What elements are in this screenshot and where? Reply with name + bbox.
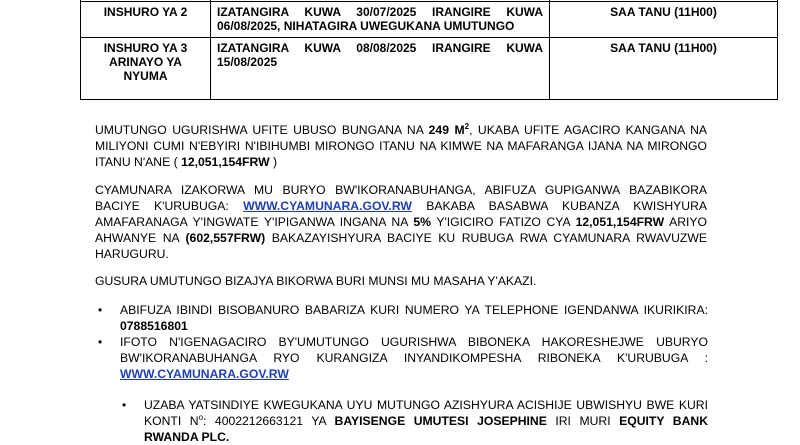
bullet-text: IRI MURI: [546, 414, 620, 428]
round-cell: INSHURO YA 3 ARINAYO YA NYUMA: [81, 38, 211, 100]
round-cell: INSHURO YA 2: [81, 2, 211, 38]
time-cell: SAA TANU (11H00): [550, 2, 778, 38]
phone-number: 0788516801: [120, 319, 188, 333]
para-text: BAKAZAYISHYURA BACIYE KU RUBUGA RWA CYAMUNARA RWAVUZWE HARUGURU.: [95, 231, 708, 261]
cyamunara-link[interactable]: WWW.CYAMUNARA.GOV.RW: [243, 199, 412, 213]
property-area: 249 M: [428, 123, 465, 137]
para-text: ARIYO AHWANYE NA: [95, 215, 707, 245]
base-price: 12,051,154FRW: [575, 215, 665, 229]
visiting-hours-paragraph: GUSURA UMUTUNGO BIZAJYA BIKORWA BURI MUNSI MU MASAHA Y'AKAZI.: [95, 274, 537, 288]
payment-bullet: [122, 397, 708, 445]
period-cell: IZATANGIRA KUWA 08/08/2025 IRANGIRE KUWA 15/08/2025: [211, 38, 550, 100]
area-unit-superscript: 2: [464, 121, 470, 131]
para-text: , UKABA UFITE AGACIRO KANGANA NA MILIYONI CUMI N'EBYIRI N'IBIHUMBI MIRONGO ITANU NA KIMWE NA MAFARANGA IJANA NA MIRONGO ITANU N'ANE (: [95, 123, 708, 169]
para-text: Y'IGICIRO FATIZO CYA: [430, 215, 576, 229]
period-cell: IZATANGIRA KUWA 30/07/2025 IRANGIRE KUWA 06/08/2025, NIHATAGIRA UWEGUKANA UMUTUNGO: [211, 2, 550, 38]
bullet-text: IFOTO N'IGENAGACIRO BY'UMUTUNGO UGURISHWA BIBONEKA HAKORESHEJWE UBURYO BW'IKORANABUHANGA RYO KURANGIZA INYANDIKOMPESHA RIBONEKA K'URUBUGA :: [120, 335, 708, 365]
auction-method-paragraph: [95, 182, 707, 262]
table-row: [81, 38, 778, 100]
bullet-icon: •: [122, 398, 127, 412]
bullet-text: : 4002212663121 YA: [203, 414, 335, 428]
contact-bullet: [98, 302, 708, 334]
auction-schedule-table: [80, 0, 778, 100]
bullet-text: UZABA YATSINDIYE KWEGUKANA UYU MUTUNGO AZISHYURA ACISHIJE UBWISHYU BWE KURI KONTI N: [144, 398, 708, 428]
deposit-percentage: 5%: [413, 215, 431, 229]
table-row: [81, 2, 778, 38]
para-text: ): [269, 155, 278, 169]
deposit-amount: (602,557FRW): [185, 231, 266, 245]
para-text: UMUTUNGO UGURISHWA UFITE UBUSO BUNGANA NA: [95, 123, 429, 137]
bullet-text: ABIFUZA IBINDI BISOBANURO BABARIZA KURI NUMERO YA TELEPHONE IGENDANWA IKURIKIRA:: [120, 303, 708, 317]
account-holder-name: BAYISENGE UMUTESI JOSEPHINE: [334, 414, 547, 428]
time-cell: SAA TANU (11H00): [550, 38, 778, 100]
number-superscript: o: [198, 412, 204, 422]
property-value-paragraph: [95, 122, 707, 170]
para-text: BAKABA BASABWA KUBANZA KWISHYURA AMAFARANAGA Y'INGWATE Y'IPIGANWA INGANA NA: [95, 199, 708, 229]
cyamunara-link[interactable]: WWW.CYAMUNARA.GOV.RW: [120, 367, 289, 381]
property-value: 12,051,154FRW: [181, 155, 270, 169]
para-text: CYAMUNARA IZAKORWA MU BURYO BW'IKORANABUHANGA, ABIFUZA GUPIGANWA BAZABIKORA BACIYE K'URUBUGA:: [95, 183, 707, 213]
bullet-icon: •: [98, 303, 103, 317]
bullet-icon: •: [98, 335, 103, 349]
photo-valuation-bullet: [98, 334, 708, 382]
bank-name: EQUITY BANK RWANDA PLC.: [144, 414, 708, 444]
